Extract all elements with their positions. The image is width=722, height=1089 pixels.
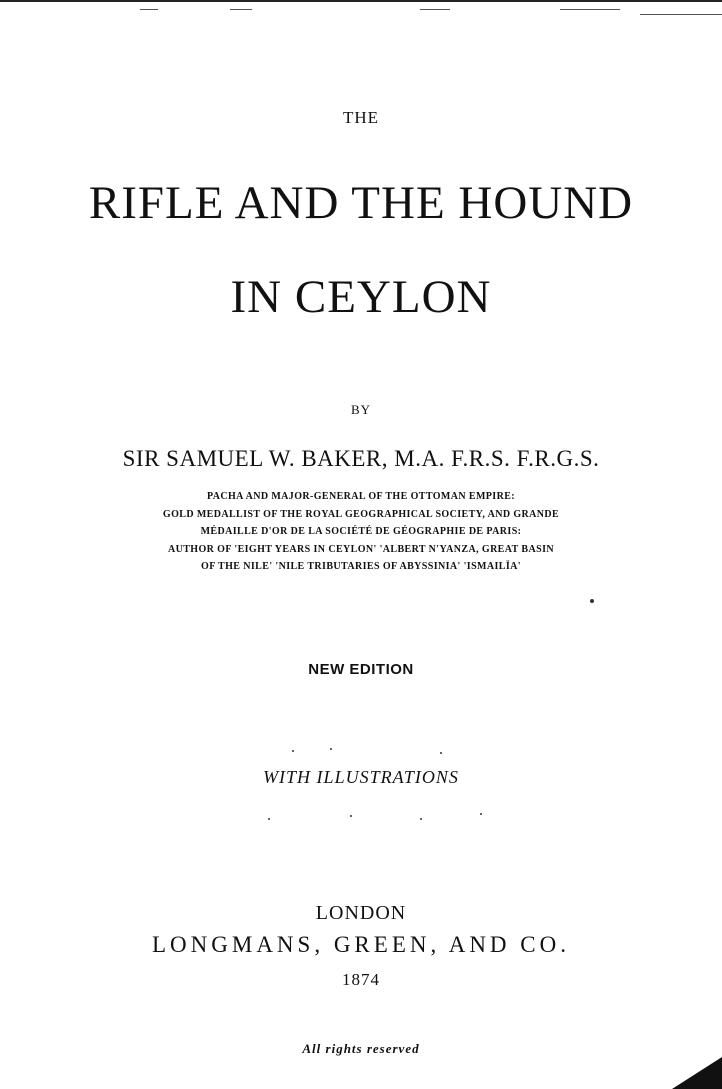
- title-prefix: THE: [342, 108, 380, 127]
- publisher-name: LONGMANS, GREEN, AND CO.: [151, 932, 570, 957]
- ink-speck: [330, 748, 332, 750]
- credit-line: PACHA AND MAJOR-GENERAL OF THE OTTOMAN EMPIRE:: [206, 491, 516, 502]
- scan-artifact: [640, 14, 722, 15]
- rights-notice: All rights reserved: [302, 1041, 420, 1056]
- ink-speck: [480, 813, 482, 815]
- scan-artifact: [140, 9, 158, 10]
- by-label: BY: [350, 402, 372, 417]
- edition-label: NEW EDITION: [308, 661, 414, 678]
- page-corner-shadow: [672, 1057, 722, 1089]
- ink-speck: [420, 818, 422, 820]
- credit-line: OF THE NILE' 'NILE TRIBUTARIES OF ABYSSINIA' 'ISMAILÏA': [201, 561, 521, 572]
- book-title-line-2: IN CEYLON: [230, 271, 492, 323]
- credit-line: GOLD MEDALLIST OF THE ROYAL GEOGRAPHICAL SOCIETY, AND GRANDE: [162, 508, 560, 520]
- book-title-line-1: RIFLE AND THE HOUND: [88, 177, 634, 229]
- scan-artifact: [420, 9, 450, 10]
- author-credits: [0, 488, 722, 576]
- credit-line: MÉDAILLE D'OR DE LA SOCIÉTÉ DE GÉOGRAPHIE DE PARIS:: [200, 526, 522, 537]
- ink-speck: [440, 752, 442, 754]
- ink-speck: [268, 818, 270, 820]
- author-name: SIR SAMUEL W. BAKER, M.A. F.R.S. F.R.G.S.: [122, 446, 600, 471]
- scan-artifact: [230, 9, 252, 10]
- credit-line: AUTHOR OF 'EIGHT YEARS IN CEYLON' 'ALBERT N'YANZA, GREAT BASIN: [167, 543, 554, 555]
- publication-year: 1874: [342, 970, 380, 989]
- ink-speck: [350, 815, 352, 817]
- scan-artifact: [560, 9, 620, 10]
- illustrations-note: WITH ILLUSTRATIONS: [263, 767, 459, 787]
- ink-speck: [292, 750, 294, 752]
- publication-city: LONDON: [315, 902, 407, 924]
- ink-speck: [590, 599, 594, 603]
- scan-top-edge: [0, 0, 722, 6]
